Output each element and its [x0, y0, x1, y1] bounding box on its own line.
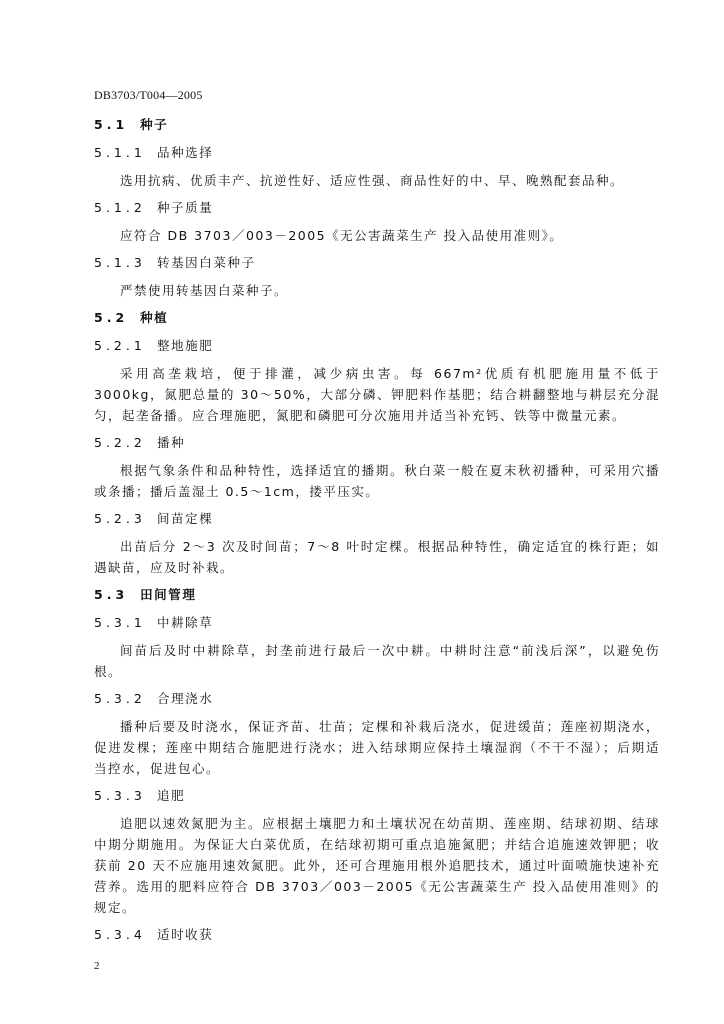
- section-title: 中耕除草: [156, 615, 214, 630]
- section-title: 种子质量: [156, 200, 214, 215]
- paragraph: 采用高垄栽培，便于排灌，减少病虫害。每 667m²优质有机肥施用量不低于 3000kg，氮肥总量的 30～50%，大部分磷、钾肥料作基肥；结合耕翻整地与耕层充分混匀，起垄备播。应合理施肥，氮肥和磷肥可分次施用并适当补充钙、铁等中微量元素。: [94, 366, 660, 423]
- section-heading: [94, 432, 660, 454]
- section-title: 种植: [140, 310, 169, 325]
- section-heading: [94, 252, 660, 274]
- page-number: 2: [94, 960, 100, 972]
- section-number: 5.1: [94, 117, 129, 132]
- section-number: 5.2.2: [94, 435, 146, 450]
- paragraph: 严禁使用转基因白菜种子。: [120, 283, 289, 298]
- section-heading: [94, 197, 660, 219]
- section-heading: [94, 584, 660, 606]
- section-heading: [94, 688, 660, 710]
- section-number: 5.3.3: [94, 788, 146, 803]
- section-heading: [94, 924, 660, 946]
- section-number: 5.2.1: [94, 338, 146, 353]
- document-body: [94, 110, 660, 952]
- paragraph: 出苗后分 2～3 次及时间苗；7～8 叶时定棵。根据品种特性，确定适宜的株行距；如遇缺苗，应及时补栽。: [94, 539, 660, 575]
- section-heading: [94, 612, 660, 634]
- section-number: 5.2: [94, 310, 129, 325]
- section-heading: [94, 335, 660, 357]
- paragraph: 根据气象条件和品种特性，选择适宜的播期。秋白菜一般在夏末秋初播种，可采用穴播或条播；播后盖湿土 0.5～1cm，搂平压实。: [94, 463, 660, 499]
- section-title: 适时收获: [156, 927, 214, 942]
- section-heading: [94, 307, 660, 329]
- paragraph: 播种后要及时浇水，保证齐苗、壮苗；定棵和补栽后浇水，促进缓苗；莲座初期浇水，促进发棵；莲座中期结合施肥进行浇水；进入结球期应保持土壤湿润（不干不湿）；后期适当控水，促进包心。: [94, 719, 660, 776]
- section-title: 种子: [140, 117, 169, 132]
- paragraph: 间苗后及时中耕除草，封垄前进行最后一次中耕。中耕时注意“前浅后深”，以避免伤根。: [94, 643, 660, 679]
- section-title: 转基因白菜种子: [156, 255, 256, 270]
- section-number: 5.3.2: [94, 691, 146, 706]
- section-number: 5.3: [94, 587, 129, 602]
- section-title: 间苗定棵: [156, 511, 214, 526]
- section-heading: [94, 508, 660, 530]
- section-number: 5.1.1: [94, 145, 146, 160]
- section-number: 5.3.4: [94, 927, 146, 942]
- section-number: 5.3.1: [94, 615, 146, 630]
- section-heading: [94, 114, 660, 136]
- section-title: 播种: [156, 435, 186, 450]
- section-heading: [94, 142, 660, 164]
- section-title: 品种选择: [156, 145, 214, 160]
- section-number: 5.1.2: [94, 200, 146, 215]
- section-number: 5.1.3: [94, 255, 146, 270]
- paragraph: 应符合 DB 3703／003－2005《无公害蔬菜生产 投入品使用准则》。: [120, 228, 564, 243]
- section-heading: [94, 785, 660, 807]
- section-title: 合理浇水: [156, 691, 214, 706]
- paragraph: 选用抗病、优质丰产、抗逆性好、适应性强、商品性好的中、早、晚熟配套品种。: [120, 173, 625, 188]
- section-title: 田间管理: [140, 587, 197, 602]
- section-number: 5.2.3: [94, 511, 146, 526]
- document-code: DB3703/T004—2005: [94, 88, 203, 102]
- section-title: 整地施肥: [156, 338, 214, 353]
- paragraph: 追肥以速效氮肥为主。应根据土壤肥力和土壤状况在幼苗期、莲座期、结球初期、结球中期分期施用。为保证大白菜优质，在结球初期可重点追施氮肥；并结合追施速效钾肥；收获前 20 天不应施用速效氮肥。此外，还可合理施用根外追肥技术，通过叶面喷施快速补充营养。选用的肥料应符合 DB 3703／003－2005《无公害蔬菜生产 投入品使用准则》的规定。: [94, 816, 660, 915]
- section-title: 追肥: [156, 788, 186, 803]
